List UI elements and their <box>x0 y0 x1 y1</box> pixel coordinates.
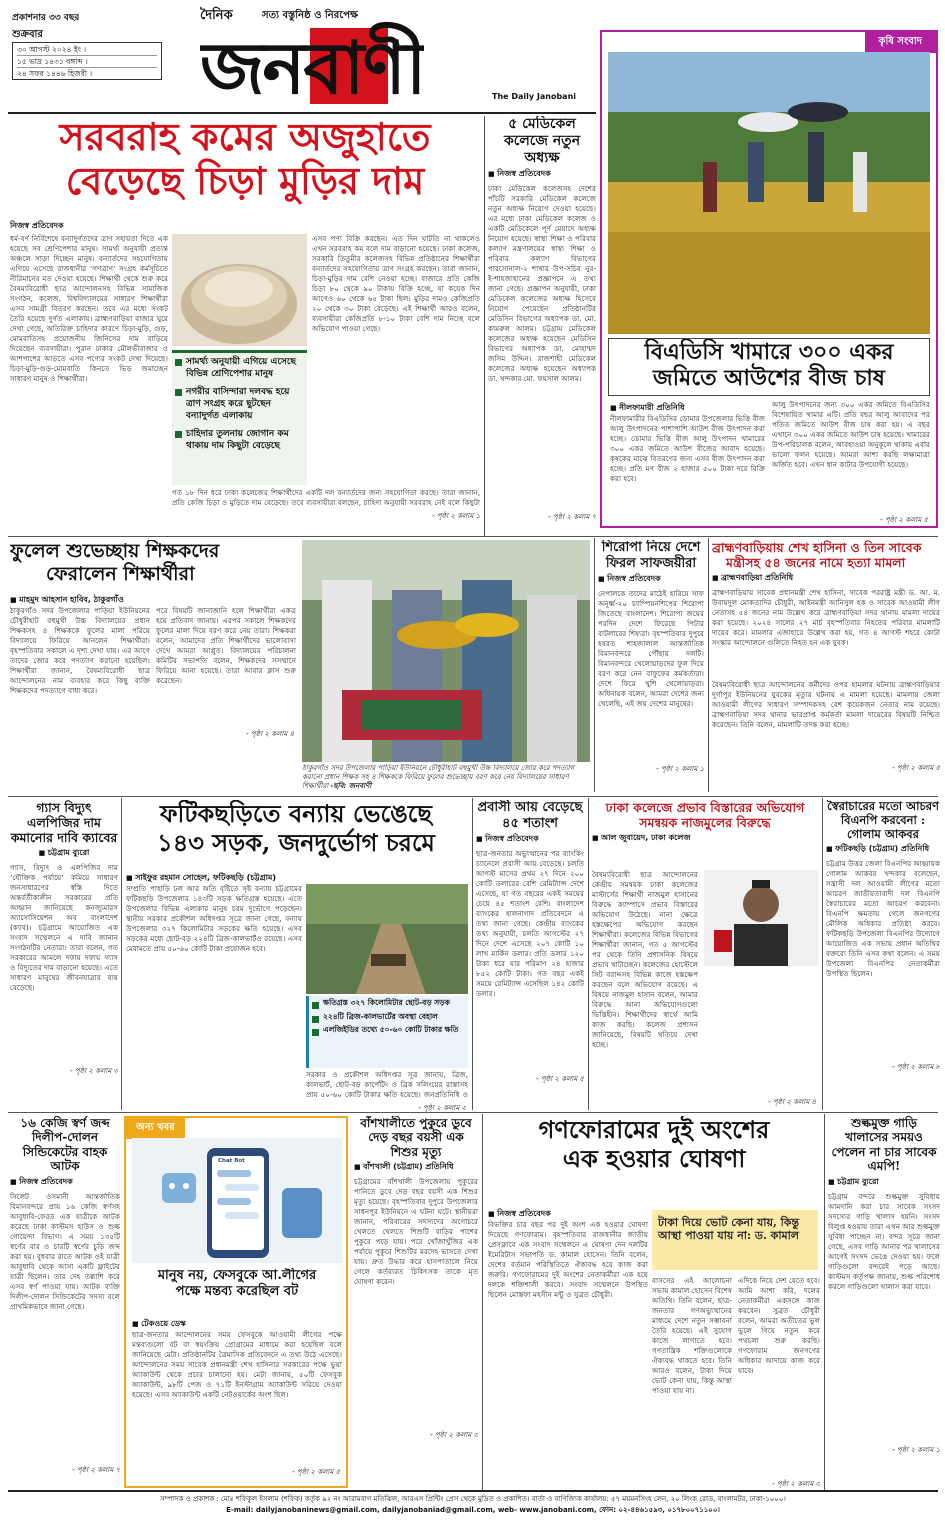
fulel-headline-line2: ফেরালেন শিক্ষার্থীরা <box>46 562 195 585</box>
golam-story <box>826 800 940 1108</box>
other-news-label: অন্য খবর <box>126 1118 185 1139</box>
date-box <box>12 42 162 80</box>
remit-body: ছাত্র-জনতার অভ্যুত্থানের পর ব্যাংকিং চ্যানেলে প্রবাসী আয় বেড়েছে। চলতি আগস্ট মাসের প্রথম ২৭ দিনে ২০০ কোটি ডলারের বেশি রেমিট্যান্স দেশে এসেছে, যা গত বছরের একই সময়ের চেয়ে ৪৫ শতাংশ বেশি। বাংলাদেশ ব্যাংকের হালনাগাদ প্রতিবেদনে এ তথ্য জানা গেছে। কেন্দ্রীয় ব্যাংকের তথ্য অনুযায়ী, চলতি আগস্টের ২৭ দিনে দেশে এসেছে ২০৭ কোটি ১০ লাখ মার্কিন ডলার। প্রতি ডলার ১২০ টাকা ধরে যার পরিমাণ ২৪ হাজার ৮৫২ কোটি টাকা। গত বছর একই সময়ে রেমিট্যান্স এসেছিল ১৪২ কোটি ডলার। <box>476 849 584 999</box>
toll-story <box>828 1116 940 1486</box>
fulel-headline <box>10 540 305 588</box>
krishi-byline: ■ নীলফামারী প্রতিনিধি <box>610 402 685 415</box>
fatik-byline: ■ সাইফুর রহমান সোহেল, ফটিকছড়ি (চট্টগ্রাম) <box>126 872 276 885</box>
footer-publisher: সম্পাদক ও প্রকাশক : মোঃ শফিকুল ইসলাম (শফিক) কর্তৃক ৯২ নং আরামবাগ মতিঝিল, আরএস প্রিন্টিং প্রেস থেকে মুদ্রিত ও প্রকাশিত। বার্তা ও বাণিজ্যিক কার্যালয়: ৫৭ ময়মনসিংহ লেন, ২০ লিংক রোড, বাংলামটর, ঢাকা-১০০০। <box>160 1495 786 1503</box>
divider <box>8 536 938 537</box>
remit-headline: প্রবাসী আয় বেড়েছে ৪৫ শতাংশ <box>477 800 583 831</box>
ganaforum-col3: এদিকে নিয়ে দেশ যেতে হবে। আমি আশা করি, দলের নেতাকর্মীরা একসঙ্গে কাজ করবেন। সুব্রত চৌধুরী বলেন, আমরা অতীতের ভুল ভুলে গিয়ে নতুন করে পথচলা শুরু করছি। গণফোরাম জনগণের অধিকার আদায়ে কাজ করে যাবে। <box>738 1276 820 1375</box>
medical-byline: ■ নিজস্ব প্রতিবেদক <box>488 168 596 181</box>
lead-highlight-1: সামর্থ্য অনুযায়ী এগিয়ে এসেছে বিভিন্ন শ্রেণিপেশার মানুষ <box>172 353 307 383</box>
gold-body: সিলেট ওসমানী আন্তর্জাতিক বিমানবন্দরে প্রায় ১৬ কেজি স্বর্ণসহ আবুধাবি-ফেরত এক যাত্রীকে আটক করেছে ঢাকা কাস্টমস হাউস ও শুল্ক গোয়েন্দা বিভাগ। এ সময় ১৩৫টি স্বর্ণের বার ও চারটি স্বর্ণের চুড়ি জব্দ করা হয়। বুধবার রাতে আটক ওই যাত্রী আবুধাবি থেকে আসা একটি ফ্লাইটের যাত্রী ছিলেন। তার দেহ তল্লাশি করে এসব স্বর্ণ পাওয়া যায়। আটক ব্যক্তি দিলীপ-দোলন সিন্ডিকেটের সদস্য বলে প্রাথমিকভাবে জানা গেছে। <box>10 1191 120 1311</box>
krishi-headline-line1: বিএডিসি খামারে ৩০০ একর <box>644 339 894 365</box>
masthead-logo <box>192 20 587 110</box>
broken-road-photo <box>306 884 468 994</box>
date-hijri: ২৪ সফর ১৪৪৬ হিজরী । <box>17 67 157 79</box>
divider <box>822 798 823 1110</box>
hasina-headline-line2: মন্ত্রীসহ ৫৪ জনের নামে হত্যা মামলা <box>726 555 906 570</box>
masthead-rule <box>8 112 596 114</box>
ganaforum-quote-text: টাকা দিয়ে ভোট কেনা যায়, কিন্তু আস্থা পাওয়া যায় না: ড. কামাল <box>658 1216 800 1243</box>
divider <box>121 798 122 1110</box>
krishi-headline-line2: জমিতে আউশের বীজ চাষ <box>653 365 885 392</box>
lead-col1: ধর্ম-বর্ণ নির্বিশেষে বন্যাদুর্গতদের ত্রাণ সহায়তা দিতে এক হয়েছে সব শ্রেণিপেশার মানুষ। সামর্থ্য অনুযায়ী প্রত্যন্ত অঞ্চলে সাড়া দিচ্ছেন মানুষ। বন্যার্তদের সহযোগিতায় এগিয়ে এসেছে রাজধানীর ‘গণত্রাণ’ সংগ্রহ কর্মসূচিতে নীরিমানের মত দেওয়া হয়েছে। শিক্ষার্থী থেকে শুরু করে বৈষম্যবিরোধী ছাত্র আন্দোলনসহ বিভিন্ন সামাজিক সংগঠন, কলেজ, বিশ্ববিদ্যালয়ের সাধারণ শিক্ষার্থীরা এসব সামগ্রী বিতরণ করছেন। তবে এর মধ্যে সংকট তৈরি হয়েছে দুর্গত এলাকায়। ব্রাহ্মণবাড়িয়া বাজার ঘুরে দেখা গেছে, অতিরিক্ত চাহিদার কারণে চিড়া-মুড়ি, গুড়, মোমবাতিসহ প্রয়োজনীয় জিনিসের দাম বাড়িয়ে দিয়েছেন ব্যবসায়ীরা। পুরান ঢাকার মৌলভীবাজার ও আশপাশের আড়তে এসব পণ্যের সংকট দেখা দিয়েছে। চিড়া-মুড়ি-গুড়-মোমবাতি কিনতে ভিড় জমাচ্ছেন সাধারণ মানুষ ও শিক্ষার্থীরা। <box>10 234 168 383</box>
fatik-col2: সরকার ও প্রকৌশল অধিদপ্তর সূত্র জানায়, ব্রিজ, কালভার্ট, ছোট-বড় কার্পেটিং ও ব্রিক সলিংয়ের রাস্তাসহ প্রায় ৫০-৬০ কোটি টাকার ক্ষতি হয়েছে। জনপ্রতিনিধি ও <box>306 1070 468 1099</box>
lead-highlight-3: চাহিদার তুলনায় জোগান কম থাকায় দাম কিছুটা বেড়েছে <box>172 425 307 455</box>
tagline: সত্য বস্তুনিষ্ঠ ও নিরপেক্ষ <box>262 10 359 21</box>
chira-sack-photo <box>172 234 307 346</box>
drown-continue: - পৃষ্ঠা ২ কলাম ৩ <box>430 1431 478 1440</box>
golam-byline: ■ ফটিকছড়ি (চট্টগ্রাম) প্রতিনিধি <box>826 843 940 856</box>
hasina-story <box>712 540 940 792</box>
fulel-caption-text: ঠাকুরগাঁও সদর উপজেলার পাড়িয়া ইউনিয়নে চৌধুরীহাট বহুমুখী উচ্চ বিদ্যালয়ে জোর করে পদত্যাগ করানো প্রধান শিক্ষক সহ ৪ শিক্ষককে ফিরিয়ে ফুলের শুভেচ্ছায় বরণ করে নেয় বিদ্যালয়ের সাধারণ শিক্ষার্থীরা <box>302 764 575 790</box>
fatik-highlight-1: ক্ষতিগ্রস্ত ৩২৭ কিলোমিটার ছোট-বড় সড়ক <box>309 996 468 1010</box>
footer-rule <box>8 1490 938 1492</box>
fatik-headline-line1: ফটিকছড়িতে বন্যায় ভেঙেছে <box>160 800 432 828</box>
fulel-headline-line1: ফুলেল শুভেচ্ছায় শিক্ষকদের <box>10 540 220 562</box>
fatik-headline <box>126 800 466 868</box>
ganaforum-headline <box>486 1116 822 1200</box>
krishi-continue: - পৃষ্ঠা ২ কলাম ৫ <box>880 516 928 524</box>
ganaforum-col1: বিভক্তির চার বছর পর দুই অংশ এক হওয়ার ঘোষণা দিয়েছে গণফোরাম। বৃহস্পতিবার রাজধানীর জাতীয় প্রেসক্লাবে এক সংবাদ সম্মেলনে এ ঘোষণা দেন দলটির ইমেরিটাস সভাপতি ড. কামাল হোসেন। তিনি বলেন, দেশের বর্তমান পরিস্থিতিতে ঐক্যবদ্ধ হয়ে কাজ করা জরুরি। গণফোরামের দুই অংশের নেতাকর্মীরা এক হয়ে দলকে শক্তিশালী করবে। সংবাদ সম্মেলনে উপস্থিত ছিলেন মোস্তফা মহসীন মন্টু ও সুব্রত চৌধুরী। <box>488 1220 648 1299</box>
facebook-headline-line2: পক্ষে মন্তব্য করেছিল বট <box>175 1283 299 1299</box>
lead-photo <box>172 234 307 346</box>
fulel-col1: ঠাকুরগাঁও সদর উপজেলার পাড়িয়া ইউনিয়নের চৌধুরীহাট বহুমুখী উচ্চ বিদ্যালয়ের প্রধান শিক্ষকসহ ৪ শিক্ষককে ফুলের মালা পরিয়ে বিদ্যালয়ে ফিরিয়ে আনলেন শিক্ষার্থীরা। বৃহস্পতিবার সকালে এ দৃশ্য দেখা যায়। এর আগে তাদের জোর করে পদত্যাগ করানো হয়েছিল। শিক্ষার্থীরা জানান, বৈষম্যবিরোধী ছাত্র আন্দোলনের নাম ব্যবহার করে কিছু ব্যক্তি শিক্ষকদের পদত্যাগে বাধ্য করে। <box>10 606 150 695</box>
divider <box>8 796 938 797</box>
ganaforum-quote <box>652 1210 818 1270</box>
remit-continue: - পৃষ্ঠা ২ কলাম ৫ <box>536 1075 584 1084</box>
ganaforum-byline: ■ নিজস্ব প্রতিবেদক <box>488 1208 551 1221</box>
teachers-welcome-photo <box>302 540 590 762</box>
medical-body: ঢাকা মেডিকেল কলেজসহ দেশের পাঁচটি সরকারি মেডিকেল কলেজে নতুন অধ্যক্ষ নিয়োগ দেওয়া হয়েছে। এর মধ্যে ঢাকা মেডিকেল কলেজ ও একটি মেডিকেলে পূর্ণ মেয়াদে অধ্যক্ষ নিয়োগ হয়েছে। স্বাস্থ্য শিক্ষা ও পরিবার কল্যাণ মন্ত্রণালয়ের স্বাস্থ্য শিক্ষা ও পরিবার কল্যাণ বিভাগের পারসোনাল-২ শাখার উপ-সচিব নুর-ই-শাহজাহানের প্রজ্ঞাপনে এ তথ্য জানা গেছে। প্রজ্ঞাপন অনুযায়ী, ঢাকা মেডিকেল কলেজের অধ্যক্ষ হিসেবে নিয়োগ পেয়েছেন প্রতিষ্ঠানটির মেডিসিন বিভাগের অধ্যাপক ডা. মো. কামরুল আলম। চট্টগ্রাম মেডিকেল কলেজের অধ্যক্ষ হয়েছেন মেডিসিন বিভাগের অধ্যাপক ডা. মোহাম্মদ জসিম উদ্দিন। রাজশাহী মেডিকেল কলেজের অধ্যক্ষ হয়েছেন অধ্যাপক ডা. খন্দকার মো. ফয়সাল আলম। <box>488 184 596 384</box>
divider <box>594 538 595 792</box>
gas-story <box>10 800 118 1108</box>
fulel-col2: পরে বিষয়টি জানাজানি হলে শিক্ষার্থীরা একত্র হয়ে প্রতিবাদ জানায়। এরপর সকালে শিক্ষকদের ফুলের মালা দিয়ে বরণ করে নেয় তারা। শিক্ষকরা বলেন, আমাদের প্রতি শিক্ষার্থীদের ভালোবাসা দেখে আমরা আপ্লুত। বিদ্যালয়ের পরিচালনা কমিটির সভাপতি বলেন, শিক্ষকদের সসম্মানে ফিরিয়ে আনা হয়েছে। তারা আবার ক্লাস শুরু করেছেন। <box>156 606 296 685</box>
dc-photo <box>704 870 818 966</box>
facebook-continue: - পৃষ্ঠা ২ কলাম ৫ <box>292 1468 340 1476</box>
facebook-story <box>124 1116 348 1488</box>
footer <box>8 1494 938 1524</box>
lead-headline-line2: বেড়েছে চিড়া মুড়ির দাম <box>65 157 425 203</box>
dc-headline-line2: সমন্বয়ক নাজমুলের বিরুদ্ধে <box>639 815 771 830</box>
nazmul-photo <box>704 870 818 966</box>
fulel-byline: ■ মাহমুদ আহসান হাবিব, ঠাকুরগাঁও <box>10 594 124 607</box>
fatik-highlight-3: এলজিইডির তথ্যে ৫০-৬০ কোটি টাকার ক্ষতি <box>309 1023 468 1037</box>
fatik-highlights <box>306 996 468 1068</box>
fulel-caption <box>302 764 590 792</box>
weekday: শুক্রবার <box>12 29 43 40</box>
dc-byline: ■ আল জুবায়েদ, ঢাকা কলেজ <box>592 832 818 845</box>
hasina-byline: ■ ব্রাহ্মণবাড়িয়া প্রতিনিধি <box>712 572 940 585</box>
saff-byline: ■ নিজস্ব প্রতিবেদক <box>598 573 704 586</box>
gold-byline: ■ নিজস্ব প্রতিবেদক <box>10 1176 120 1189</box>
fulel-continue: - পৃষ্ঠা ২ কলাম ৪ <box>246 730 294 738</box>
gas-continue: - পৃষ্ঠা ২ কলাম ৩ <box>70 1067 118 1075</box>
drown-body: চট্টগ্রামের বাঁশখালী উপজেলায় পুকুরের পানিতে ডুবে দেড় বছর বয়সী এক শিশুর মৃত্যু হয়েছে। বৃহস্পতিবার দুপুরে উপজেলার সাধনপুর ইউনিয়নে এ ঘটনা ঘটে। স্থানীয়রা জানান, পরিবারের সদস্যদের অগোচরে খেলতে খেলতে শিশুটি বাড়ির পাশের পুকুরে পড়ে যায়। পরে খোঁজাখুঁজির এক পর্যায়ে পুকুরে শিশুটির মরদেহ ভাসতে দেখা যায়। দ্রুত উদ্ধার করে হাসপাতালে নিয়ে গেলে কর্তব্যরত চিকিৎসক তাকে মৃত ঘোষণা করেন। <box>354 1177 478 1287</box>
drown-headline: বাঁশখালীতে পুকুরে ডুবে দেড় বছর বয়সী এক শিশুর মৃত্যু <box>360 1116 472 1159</box>
ganaforum-headline-line2: এক হওয়ার ঘোষণা <box>562 1143 746 1173</box>
divider <box>472 798 473 1110</box>
lead-highlights <box>172 350 307 485</box>
medical-headline: ৫ মেডিকেল কলেজে নতুন অধ্যক্ষ <box>503 116 581 166</box>
divider <box>484 116 485 536</box>
saff-continue: - পৃষ্ঠা ২ কলাম ১ <box>656 765 704 774</box>
facebook-body: ছাত্র-জনতার আন্দোলনের সময় ফেসবুকে আওয়ামী লীগের পক্ষে মন্তব্যগুলো বট বা স্বয়ংক্রিয় প্রোগ্রামের মাধ্যমে করা হয়েছিল বলে জানিয়েছে মেটা। প্রতিষ্ঠানটির ত্রৈমাসিক প্রতিবেদনে এ তথ্য উঠে এসেছে। আন্দোলনের সময় সাবেক প্রধানমন্ত্রী শেখ হাসিনার সরকারের পক্ষে ভুয়া অ্যাকাউন্ট থেকে প্রচার চালানো হয়। মেটা জানায়, ৫০টি ফেসবুক অ্যাকাউন্ট, ৯৮টি পেজ ও ৭১টি ইনস্টাগ্রাম অ্যাকাউন্ট সরিয়ে দেওয়া হয়েছে। এসব অ্যাকাউন্ট একটি নেটওয়ার্কের অংশ ছিল। <box>132 1330 342 1399</box>
golam-continue: - পৃষ্ঠা ২ কলাম ৮ <box>892 1063 940 1072</box>
gold-continue: - পৃষ্ঠা ২ কলাম ৭ <box>72 1465 120 1474</box>
divider <box>708 538 709 792</box>
hasina-col2: বৈষম্যবিরোধী ছাত্র আন্দোলনের কর্মীদের ওপর হামলার ঘটনায় ব্রাহ্মণবাড়িয়ার দুর্গাপুর ইউনিয়নের যুবকের মৃত্যুর ঘটনায় এ মামলা হয়েছে। মামলায় জেলা আওয়ামী লীগের সাধারণ সম্পাদকসহ বেশ কয়েকজন নেতার নাম রয়েছে। ব্রাহ্মণবাড়িয়া সদর থানার ভারপ্রাপ্ত কর্মকর্তা মামলা দায়েরের বিষয়টি নিশ্চিত করেছেন। তিনি বলেন, মামলাটি তদন্ত করা হচ্ছে। <box>712 680 940 729</box>
masthead <box>0 0 600 115</box>
ganaforum-continue: - পৃষ্ঠা ২ কলাম ৩ <box>772 1480 820 1488</box>
divider <box>8 1112 938 1113</box>
krishi-photo <box>608 52 930 334</box>
saff-body: নেপালকে তাদের মাঠেই হারিয়ে সাফ অনূর্ধ্ব-২০ চ্যাম্পিয়নশিপের শিরোপা জিতেছে বাংলাদেশ। শিরোপা জয়ের পরদিন দেশে ফিরেছে পিটার বাটলারের শিষ্যরা। বৃহস্পতিবার দুপুরে হযরত শাহজালাল আন্তর্জাতিক বিমানবন্দরে পৌঁছায় দলটি। বিমানবন্দরে খেলোয়াড়দের ফুল দিয়ে বরণ করে নেন বাফুফের কর্মকর্তারা। দেশে ফিরে খুশি খেলোয়াড়রা। অধিনায়ক বলেন, আমরা দেশের জন্য খেলেছি, এই জয় দেশের মানুষের। <box>598 589 704 709</box>
dc-continue: - পৃষ্ঠা ২ কলাম ৪ <box>768 1098 816 1106</box>
ganaforum-col2: বাসসের এই আলোচনা সভায় কামাল হোসেন বিশেষ অতিথি। তিনি বলেন, ছাত্র-জনতার গণঅভ্যুত্থানের মাধ্যমে দেশে নতুন সম্ভাবনা তৈরি হয়েছে। এই সুযোগ কাজে লাগাতে হবে। গণতান্ত্রিক শক্তিগুলোকে ঐক্যবদ্ধ থাকতে হবে। তিনি আরও বলেন, টাকা দিয়ে ভোট কেনা যায়, কিন্তু আস্থা পাওয়া যায় না। <box>652 1276 732 1395</box>
lead-col3: গত ১৮ দিন ধরে ঢাকা কলেজের শিক্ষার্থীদের একটি দল বন্যার্তদের জন্য সহযোগিতা করছে। তারা জানান, প্রতি কেজি চিড়া ও মুড়িতে দাম বেড়েছে। তবে ব্যবসায়ীরা বলছেন, চাহিদা অনুযায়ী সরবরাহ নেই বলে কিছুটা <box>172 488 480 506</box>
fulel-photo <box>302 540 590 762</box>
fatik-headline-line2: ১৪৩ সড়ক, জনদুর্ভোগ চরমে <box>157 827 435 857</box>
golam-body: চট্টগ্রাম উত্তর জেলা বিএনপির আহ্বায়ক গোলাম আকবর খন্দকার বলেছেন, সন্ত্রাসী দল আওয়ামী লীগের মতো আচরণ জাতীয়তাবাদী দল বিএনপি স্বৈরাচারের মতো আচরণ করবেনা। বিএনপি ক্ষমতায় গেলে জনগণের মৌলিক অধিকার প্রতিষ্ঠা করবে। ফটিকছড়ি উপজেলা বিএনপির উদ্যোগে আয়োজিত এক সভায় প্রধান অতিথির বক্তব্যে তিনি এসব কথা বলেন। এ সময় উপজেলা বিএনপির নেতাকর্মীরা উপস্থিত ছিলেন। <box>826 859 940 979</box>
facebook-illustration <box>132 1138 342 1263</box>
edition-line: প্রকাশনার ৩৩ বছর <box>12 13 80 23</box>
facebook-headline <box>132 1268 342 1314</box>
date-bangla: ১৫ ভাদ্র ১৪৩১ বঙ্গাব্দ । <box>17 55 157 67</box>
fatik-col1: সম্প্রতি পাহাড়ি ঢল আর অতি বৃষ্টিতে সৃষ্ট বন্যায় চট্টগ্রামের ফটিকছড়ি উপজেলার ১৪৩টি সড়ক ক্ষতিগ্রস্ত হয়েছে। এতে উপজেলার বিভিন্ন এলাকার মানুষ চরম দুর্ভোগে পড়েছেন। স্থানীয় সরকার প্রকৌশল অধিদপ্তর সূত্রে জানা গেছে, বন্যায় উপজেলার ৩২৭ কিলোমিটার সড়কের ক্ষতি হয়েছে। এসব সড়কের মধ্যে ছোট-বড় ২২৪টি ব্রিজ-কালভার্টও রয়েছে। এসব মেরামতে প্রায় ৫০-৬০ কোটি টাকা প্রয়োজন হবে। <box>126 884 302 953</box>
krishi-label: কৃষি সংবাদ <box>865 32 936 53</box>
toll-body: চট্টগ্রাম বন্দরে শুল্কমুক্ত সুবিধায় আমদানি করা চার সাবেক সংসদ সদস্যের গাড়ি খালাস হয়নি। সংসদ বিলুপ্ত হওয়ায় তারা এখন আর শুল্কমুক্ত সুবিধা পাচ্ছেন না। বন্দর সূত্রে জানা গেছে, এসব গাড়ি আনার পর খালাসের আগেই সংসদ ভেঙে দেওয়া হয়। ফলে গাড়িগুলো বন্দরেই পড়ে আছে। কাস্টমস কর্তৃপক্ষ জানায়, শুল্ক পরিশোধ করলে গাড়িগুলো খালাস করা যাবে। <box>828 1191 940 1291</box>
saff-story <box>598 540 704 792</box>
hasina-col1: ব্রাহ্মণবাড়িয়ায় সাবেক প্রধানমন্ত্রী শেখ হাসিনা, সাবেক পররাষ্ট্র মন্ত্রী ড. আ. ম. উবায়দুল মোকতাদির চৌধুরী, আইনমন্ত্রী আনিসুল হক ও সাবেক আওয়ামী লীগ নেতাসহ ৫৪ জনের নাম উল্লেখ করে ব্রাহ্মণবাড়িয়া সদর থানায় মামলা দায়ের করা হয়েছে। ২০২৪ সালের ২৭ মার্চ বৃহস্পতিবার নিহতের পরিবার মামলাটি দায়ের করে। মামলার এজাহারে উল্লেখ করা হয়, গত ৪ আগস্ট শহরে কোটা সংস্কার আন্দোলনে গুলিতে নিহত হন এক যুবক। <box>712 588 940 647</box>
drown-byline: ■ বাঁশখালী (চট্টগ্রাম) প্রতিনিধি <box>354 1161 478 1174</box>
toll-byline: ■ চট্টগ্রাম ব্যুরো <box>828 1176 940 1189</box>
fatik-highlight-2: ২২৪টি ব্রিজ-কালভার্টের অবস্থা বেহাল <box>309 1010 468 1024</box>
lead-col2: এসব পণ্য বিক্রি করছেন। এত দিন ঘাটতি না থাকলেও এখন সরবরাহ কম বলে দাম বাড়ানো হয়েছে। ঢাকা কলেজ, সরকারি তিতুমীর কলেজসহ বিভিন্ন প্রতিষ্ঠানের শিক্ষার্থীরা বন্যার্তদের সহযোগিতায় ত্রাণ সংগ্রহ করছেন। তারা জানান, চিড়া-মুড়ির দাম বেশি নেওয়া হচ্ছে। বাজারে প্রতি কেজি চিড়া ৮০ থেকে ৯০ টাকায় বিক্রি হচ্ছে, যা কয়েক দিন আগেও ৬০ থেকে ৬৫ টাকা ছিল। মুড়ির দামও কেজিপ্রতি ২০ থেকে ৩০ টাকা বেড়েছে। এই শিক্ষার্থী আরও বলেন, ব্যবসায়ীরা কেজিপ্রতি ৮-১০ টাকা বেশি দাম নিচ্ছে বলে অভিযোগ পাওয়া গেছে। <box>312 234 480 333</box>
date-gregorian: ৩০ আগস্ট ২০২৪ ইং । <box>17 45 87 54</box>
krishi-col1: নীলফামারীর বিএডিসির ডোমার উপজেলার ভিত্তি বীজ আলু উৎপাদনের পাশাপাশি আউশ বীজ উৎপাদন করা হচ্ছে। ডোমার ভিত্তি বীজ আলু উৎপাদন খামারের ৩০০ একর জমিতে আউশ বীজের আবাদ হয়েছে। কৃষকের মাঝে বিতরণের জন্য এসব বীজ উৎপাদন করা হচ্ছে। প্রতি মণ বীজ ২ হাজার ৫০০ টাকা দরে বিক্রি করা হবে। <box>610 414 765 483</box>
divider <box>482 1114 483 1490</box>
gas-byline: ■ চট্টগ্রাম ব্যুরো <box>10 847 118 860</box>
medical-story <box>488 116 596 536</box>
gold-story <box>10 1116 120 1486</box>
krishi-story <box>600 30 938 528</box>
krishi-headline <box>608 338 930 396</box>
dhaka-college-story <box>592 800 818 1108</box>
daily-label: দৈনিক <box>200 8 233 23</box>
dc-body-1: বৈষম্যবিরোধী ছাত্র আন্দোলনের কেন্দ্রীয় সমন্বয়ক ঢাকা কলেজের মাস্টার্সের শিক্ষার্থী নাজমুল হাসানের বিরুদ্ধে ক্যাম্পাসে প্রভাব বিস্তারের অভিযোগ উঠেছে। নানা ক্ষেত্রে হস্তক্ষেপের অভিযোগ করছেন শিক্ষার্থীরা। কলেজের বিভিন্ন বিভাগের শিক্ষার্থীরা জানান, গত ৫ আগস্টের পর থেকে তিনি প্রশাসনিক বিষয়ে প্রভাব খাটাচ্ছেন। কলেজের হোস্টেলে সিট বরাদ্দসহ বিভিন্ন কাজে হস্তক্ষেপ করছেন বলে অভিযোগ রয়েছে। এ বিষয়ে নাজমুল হাসান বলেন, আমার বিরুদ্ধে আনা অভিযোগগুলো ভিত্তিহীন। শিক্ষার্থীদের স্বার্থে আমি কাজ করছি। কলেজ প্রশাসন জানিয়েছে, বিষয়টি খতিয়ে দেখা হচ্ছে। <box>592 870 698 1049</box>
ganaforum-headline-line1: গণফোরামের দুই অংশের <box>538 1116 770 1144</box>
remit-story <box>476 800 584 1108</box>
hasina-headline-line1: ব্রাহ্মণবাড়িয়ায় শেখ হাসিনা ও তিন সাবেক <box>712 540 922 555</box>
lead-highlight-2: নগরীর বাসিন্দারা দলবদ্ধ হয়ে ত্রাণ সংগ্রহ করে ছুটছেন বন্যাদুর্গত এলাকায় <box>172 383 307 425</box>
gold-headline: ১৬ কেজি স্বর্ণ জব্দ দিলীপ-দোলন সিন্ডিকেটের বাহক আটক <box>20 1116 110 1174</box>
gas-body: গ্যাস, বিদ্যুৎ ও এলপিজির দাম ‘যৌক্তিক পর্যায়ে’ কমিয়ে সাধারণ জনসাধারণের স্বস্তি দিতে অন্তর্বর্তীকালীন সরকারের প্রতি আহ্বান জানিয়েছে কনজ্যুমারস অ্যাসোসিয়েশন অব বাংলাদেশ (ক্যাব)। চট্টগ্রামে আয়োজিত এক সংবাদ সম্মেলনে এ দাবি জানান সংগঠনটির নেতারা। তারা বলেন, গত সরকারের আমলে দফায় দফায় গ্যাস ও বিদ্যুতের দাম বাড়ানো হয়েছে। এতে সাধারণ মানুষের জীবনযাত্রার ব্যয় বেড়েছে। <box>10 863 118 992</box>
chat-title: Chat Bot <box>218 1158 245 1164</box>
toll-headline: শুল্কমুক্ত গাড়ি খালাসের সময়ও পেলেন না চার সাবেক এমপি! <box>831 1116 937 1174</box>
fatik-continue: - পৃষ্ঠা ২ কলাম ৩ <box>418 1104 466 1112</box>
medical-continue: - পৃষ্ঠা ২ কলাম ৭ <box>548 513 596 522</box>
golam-headline: স্বৈরাচারের মতো আচরণ বিএনপি করবেনা : গোলাম আকবর <box>826 800 939 841</box>
drown-story <box>354 1116 478 1486</box>
divider <box>824 1114 825 1490</box>
krishi-col2: আলু উৎপাদনের জন্য ৩০০ একর জমিতে বিএডিসির বিশেষায়িত খামার এটি। প্রতি বছর আলু আবাদের পর পতিত জমিতে আউশ বীজ চাষ করা হয়। এ বছর এখানে ৩০০ একর জমিতে আউশ চাষ হয়েছে। খামারের উপ-পরিচালক বলেন, আবহাওয়া অনুকূলে থাকায় এবার ভালো ফলন হয়েছে। আমরা আশা করছি লক্ষ্যমাত্রা অর্জিত হবে। এখন ধান কাটার উপযোগী হয়েছে। <box>772 400 930 469</box>
toll-continue: - পৃষ্ঠা ২ কলাম ১ <box>892 1445 940 1454</box>
footer-contact: E-mail: dailyjanobaninews@gmail.com, dailyjanobaniad@gmail.com, web- www.janobani.com, ফোন: ০২-৪৪৬১৫৯৩, ০১৭৮০০৭১১০০। <box>226 1506 720 1514</box>
lead-continue: - পৃষ্ঠা ২ কলাম ১ <box>432 512 480 520</box>
facebook-headline-line1: মানুষ নয়, ফেসবুকে আ.লীগের <box>157 1268 317 1283</box>
lead-byline: নিজস্ব প্রতিবেদক <box>10 221 64 230</box>
logo-english: The Daily Janobani <box>492 92 577 101</box>
lead-headline-line1: সরবরাহ কমের অজুহাতে <box>59 115 431 159</box>
dc-headline-line1: ঢাকা কলেজে প্রভাব বিস্তারের অভিযোগ <box>605 800 805 815</box>
chatbot-illustration <box>132 1138 342 1263</box>
fatik-photo <box>306 884 468 994</box>
facebook-byline: ■ টেকওয়ে ডেস্ক <box>132 1318 186 1331</box>
fulel-photo-credit: -ছবি: জনবাণী <box>330 782 372 790</box>
lead-headline <box>10 115 480 211</box>
hasina-continue: - পৃষ্ঠা ২ কলাম ৫ <box>892 764 940 772</box>
gas-headline: গ্যাস বিদ্যুৎ এলপিজির দাম কমানোর দাবি ক্যাবের <box>10 800 118 845</box>
logo-text: জনবাণী <box>200 25 425 110</box>
paddy-field-photo <box>608 52 930 334</box>
saff-headline: শিরোপা নিয়ে দেশে ফিরল সাফজয়ীরা <box>601 540 701 571</box>
divider <box>588 798 589 1110</box>
remit-byline: ■ নিজস্ব প্রতিবেদক <box>476 833 584 846</box>
